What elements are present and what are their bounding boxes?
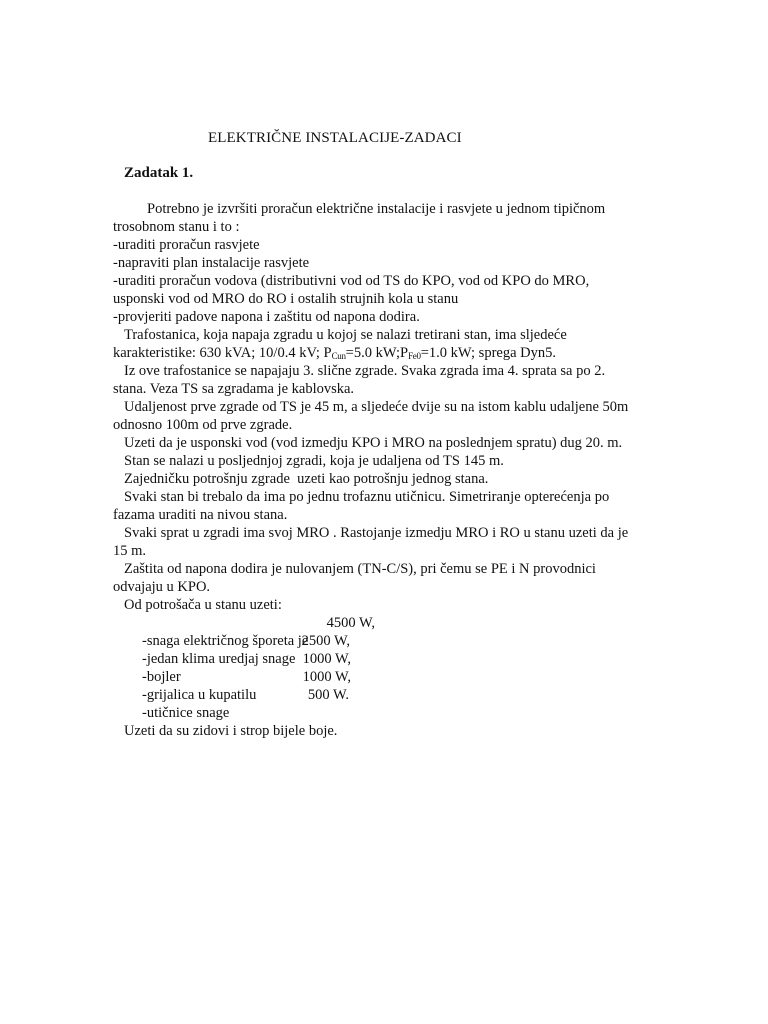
paragraph-line: odnosno 100m od prve zgrade. <box>113 417 293 433</box>
subscript: Fe0 <box>408 351 421 361</box>
consumer-label: -utičnice snage <box>142 705 230 721</box>
paragraph-line: Udaljenost prve zgrade od TS je 45 m, a sljedeće dvije su na istom kablu udaljene 50m <box>124 399 629 415</box>
paragraph-line: Zajedničku potrošnju zgrade uzeti kao potrošnju jednog stana. <box>124 471 489 487</box>
list-item: -napraviti plan instalacije rasvjete <box>113 255 310 271</box>
list-item: -uraditi proračun rasvjete <box>113 237 260 253</box>
trafo-text: =5.0 kW;P <box>345 345 409 361</box>
consumer-value: 500 W. <box>307 687 349 703</box>
list-item: -uraditi proračun vodova (distributivni vod od TS do KPO, vod od KPO do MRO, <box>113 273 590 289</box>
paragraph-line: Svaki sprat u zgradi ima svoj MRO . Rastojanje izmedju MRO i RO u stanu uzeti da je <box>124 525 629 541</box>
consumer-value: 2500 W, <box>301 633 350 649</box>
consumer-item <box>113 686 653 721</box>
intro-line: trosobnom stanu i to : <box>113 219 240 235</box>
paragraph-line: Iz ove trafostanice se napajaju 3. slične zgrade. Svaka zgrada ima 4. sprata sa po 2. <box>124 363 606 379</box>
paragraph-line: 15 m. <box>113 543 147 559</box>
consumer-value: 1000 W, <box>302 651 351 667</box>
paragraph-line: Od potrošača u stanu uzeti: <box>124 597 282 613</box>
paragraph-line: stana. Veza TS sa zgradama je kablovska. <box>113 381 355 397</box>
task-body <box>113 200 653 740</box>
task-heading: Zadatak 1. <box>124 165 194 181</box>
consumer-label: -bojler <box>142 669 181 685</box>
list-item-continuation: usponski vod od MRO do RO i ostalih strujnih kola u stanu <box>113 291 459 307</box>
paragraph-line: Uzeti da je usponski vod (vod izmedju KPO i MRO na poslednjem spratu) dug 20. m. <box>124 435 623 451</box>
trafo-text: =1.0 kW; sprega Dyn5. <box>420 345 556 361</box>
paragraph-line <box>113 344 653 362</box>
consumer-list <box>113 614 653 721</box>
consumer-label: -grijalica u kupatilu <box>142 687 257 703</box>
consumer-label: -snaga električnog šporeta je <box>142 633 309 649</box>
paragraph-line: fazama uraditi na nivou stana. <box>113 507 288 523</box>
paragraph-line: Svaki stan bi trebalo da ima po jednu trofaznu utičnicu. Simetriranje opterećenja po <box>124 489 610 505</box>
paragraph-line: Stan se nalazi u posljednjoj zgradi, koja je udaljena od TS 145 m. <box>124 453 504 469</box>
paragraph-line: Zaštita od napona dodira je nulovanjem (TN-C/S), pri čemu se PE i N provodnici <box>124 561 596 577</box>
paragraph-line: Trafostanica, koja napaja zgradu u kojoj se nalazi tretirani stan, ima sljedeće <box>124 327 567 343</box>
consumer-value: 1000 W, <box>302 669 351 685</box>
closing-line: Uzeti da su zidovi i strop bijele boje. <box>124 723 338 739</box>
document-title: ELEKTRIČNE INSTALACIJE-ZADACI <box>208 130 462 146</box>
consumer-item <box>113 650 653 685</box>
consumer-value: 4500 W, <box>326 615 375 631</box>
trafo-text: karakteristike: 630 kVA; 10/0.4 kV; P <box>113 345 332 361</box>
subscript: Cun <box>331 351 346 361</box>
paragraph-line: odvajaju u KPO. <box>113 579 211 595</box>
intro-line: Potrebno je izvršiti proračun električne instalacije i rasvjete u jednom tipičnom <box>147 201 606 217</box>
list-item: -provjeriti padove napona i zaštitu od napona dodira. <box>113 309 420 325</box>
consumer-label: -jedan klima uredjaj snage <box>142 651 296 667</box>
